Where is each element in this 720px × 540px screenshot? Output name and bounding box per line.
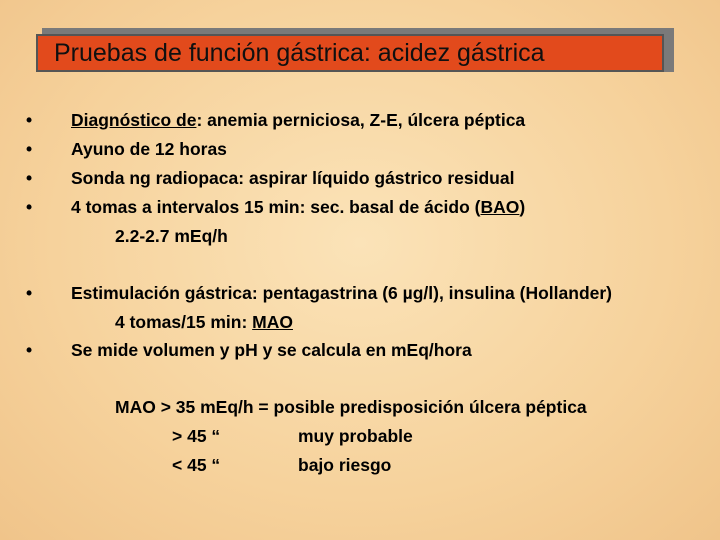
bullet-marker: • bbox=[26, 283, 33, 303]
bullet-marker: • bbox=[26, 197, 33, 217]
mao-line-3-left: < 45 “ bbox=[172, 455, 221, 475]
bullet-marker: • bbox=[26, 139, 33, 159]
underlined-text: MAO bbox=[252, 312, 293, 332]
bullet-marker: • bbox=[26, 340, 33, 360]
underlined-text: Diagnóstico de bbox=[71, 110, 197, 130]
mao-line-2-left: > 45 “ bbox=[172, 426, 221, 446]
mao-line-3-right: bajo riesgo bbox=[298, 455, 392, 475]
underlined-text: BAO bbox=[480, 197, 520, 217]
bullet-marker: • bbox=[26, 110, 33, 130]
mao-line-2-right: muy probable bbox=[298, 426, 413, 446]
bullet-marker: • bbox=[26, 168, 33, 188]
title-box bbox=[36, 34, 664, 72]
slide-title: Pruebas de función gástrica: acidez gástrica bbox=[54, 38, 545, 67]
mao-line-1: MAO > 35 mEq/h = posible predisposición úlcera péptica bbox=[115, 397, 587, 417]
